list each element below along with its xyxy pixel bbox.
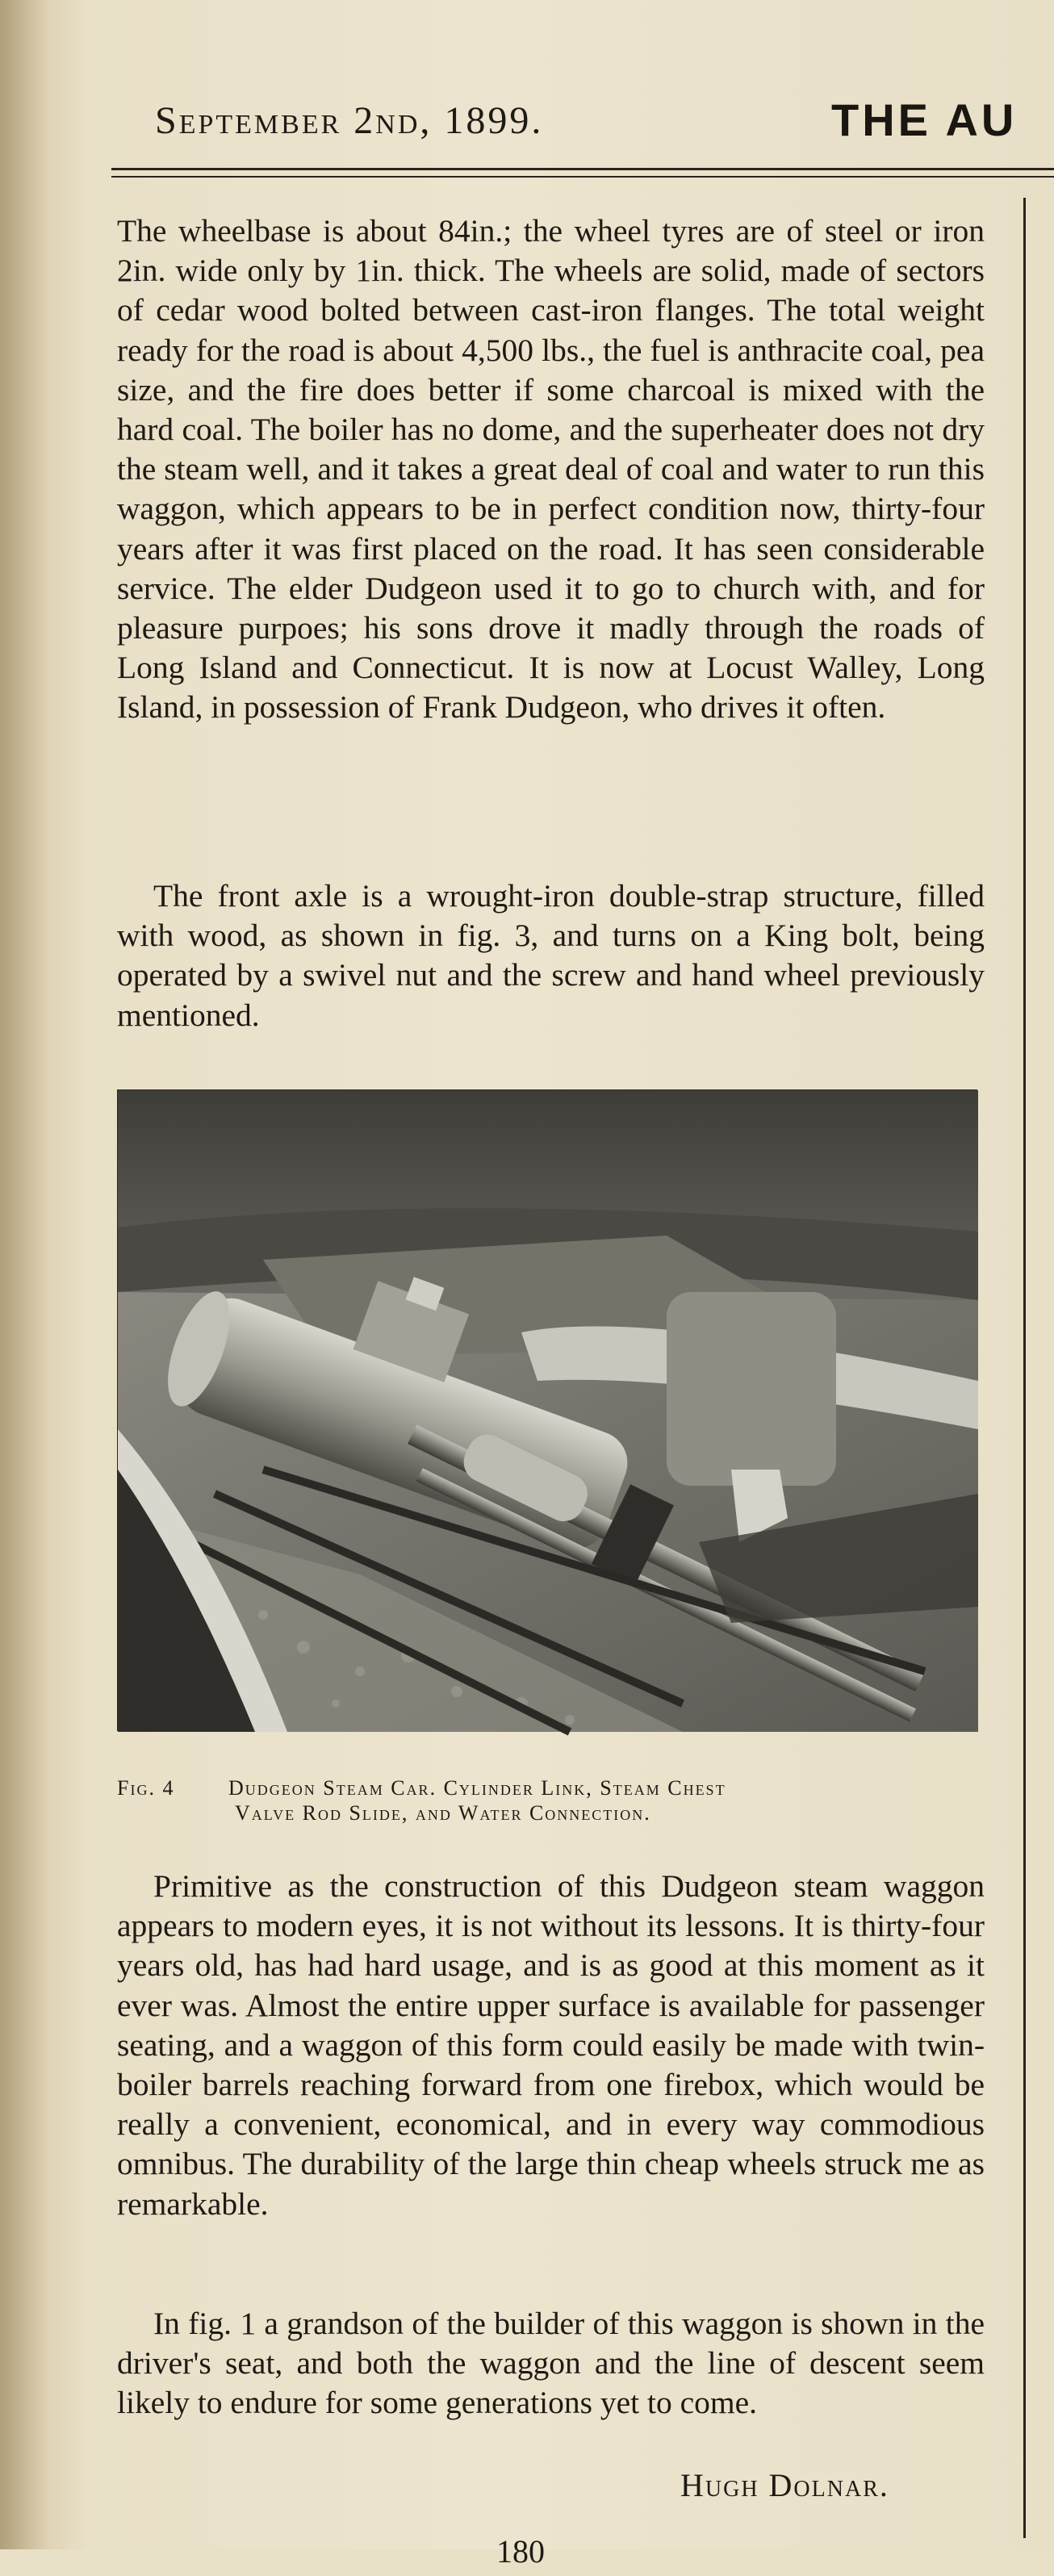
paragraph-wheelbase: The wheelbase is about 84in.; the wheel tyres are of steel or iron 2in. wide only by 1in. thick. The wheels are solid, made of sectors of cedar wood bolted between cast-iron flanges. The total weight ready for the road is about 4,500 lbs., the fuel is anthracite coal, pea size, and the fire does better if some charcoal is mixed with the hard coal. The boiler has no dome, and the superheater does not dry the steam well, and it takes a great deal of coal and water to run this waggon, which appears to be in perfect condition now, thirty-four years after it was first placed on the road. It has seen considerable service. The elder Dudgeon used it to go to church with, and for pleasure purpoes; his sons drove it madly through the roads of Long Island and Connecticut. It is now at Locust Walley, Long Island, in possession of Frank Dudgeon, who drives it often. [117, 213, 985, 726]
header-date: September 2nd, 1899. [155, 99, 544, 142]
header-journal-title: THE AU [831, 94, 1018, 145]
paragraph-front-axle: The front axle is a wrought-iron double-strap structure, filled with wood, as shown in fig. 3, and turns on a King bolt, being operated by a swivel nut and the screw and hand wheel previously mentioned. [117, 878, 985, 1033]
binding-shadow [0, 0, 48, 2549]
header-rule [111, 168, 1054, 170]
header-rule-secondary [111, 176, 1054, 178]
paragraph-grandson: In fig. 1 a grandson of the builder of this waggon is shown in the driver's seat, and both the waggon and the line of descent seem likely to endure for some generations yet to come. [117, 2306, 985, 2421]
author-signature: Hugh Dolnar. [680, 2467, 889, 2503]
page-number: 180 [496, 2533, 545, 2570]
paragraph-primitive: Primitive as the construction of this Dudgeon steam waggon appears to modern eyes, it is not without its lessons. It is thirty-four years old, has had hard usage, and is as good at this moment as it ever was. Almost the entire upper surface is available for passenger seating, and a waggon of this form could easily be made with twin-boiler barrels reaching forward from one firebox, which would be really a convenient, economical, and in every way commodious omnibus. The durability of the large thin cheap wheels struck me as remarkable. [117, 1868, 985, 2222]
figure-caption-line-2: Valve Rod Slide, and Water Connection. [235, 1801, 651, 1825]
figure-photo [117, 1089, 977, 1731]
figure-label: Fig. 4 [117, 1776, 175, 1800]
figure-caption-text [228, 1775, 985, 1825]
running-header [0, 81, 1054, 169]
column-rule [1023, 198, 1026, 2538]
figure-caption-line-1: Dudgeon Steam Car. Cylinder Link, Steam Chest [228, 1776, 726, 1800]
